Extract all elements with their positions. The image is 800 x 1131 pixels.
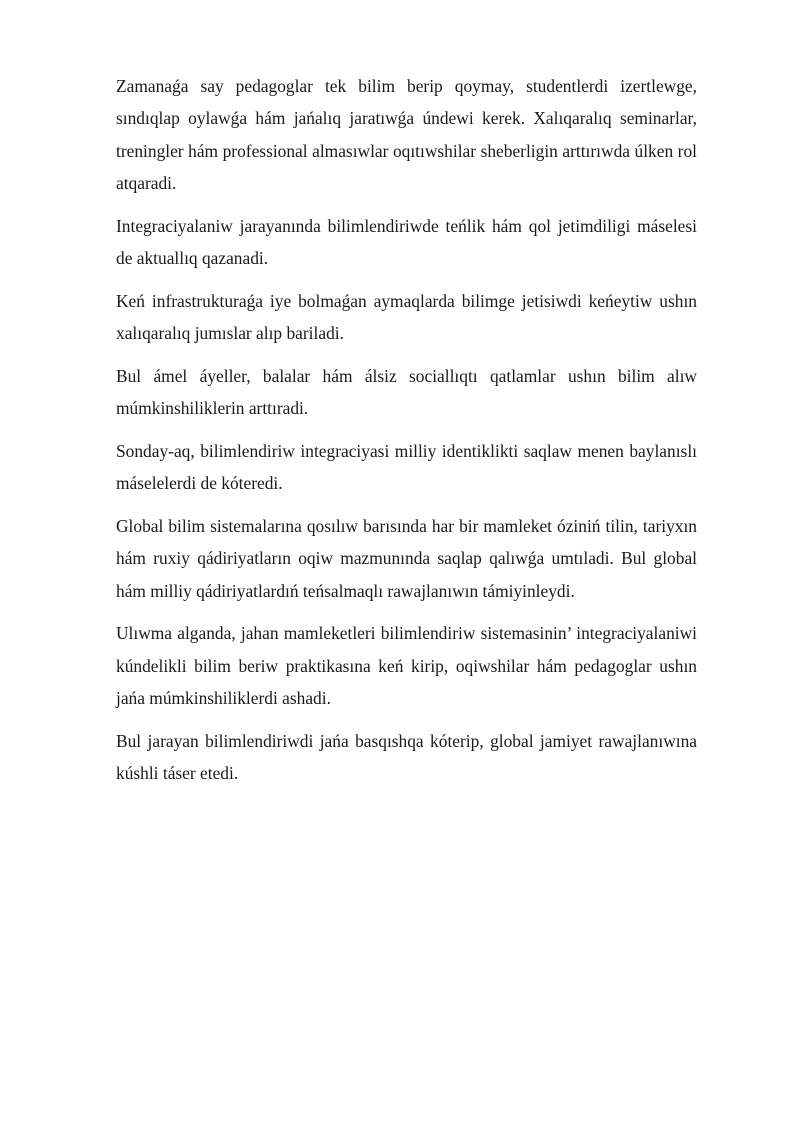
paragraph-6: Global bilim sistemalarına qosılıw barısında har bir mamleket óziniń tilin, tariyxın hám ruxiy qádiriyatların oqiw mazmunında saqlap qalıwǵa umtıladi. Bul global hám milliy qádiriyatlardıń teńsalmaqlı rawajlanıwın támiyinleydi. — [116, 516, 697, 601]
paragraph-2: Integraciyalaniw jarayanında bilimlendiriwde teńlik hám qol jetimdiligi máselesi de aktuallıq qazanadi. — [116, 215, 697, 268]
paragraph-5: Sonday-aq, bilimlendiriw integraciyasi milliy identiklikti saqlaw menen baylanıslı máselelerdi de kóteredi. — [116, 440, 697, 494]
paragraph-8: Bul jarayan bilimlendiriwdi jańa basqıshqa kóterip, global jamiyet rawajlanıwına kúshli táser etedi. — [116, 730, 697, 784]
paragraph-7: Ulıwma alganda, jahan mamleketleri bilimlendiriw sistemasinin’ integraciyalaniwi kúndelikli bilim beriw praktikasına keń kirip, oqiwshilar hám pedagoglar ushın jańa múmkinshiliklerdi ashadi. — [116, 623, 697, 709]
paragraph-4: Bul ámel áyeller, balalar hám álsiz sociallıqtı qatlamlar ushın bilim alıw múmkinshiliklerin arttıradi. — [116, 365, 697, 419]
paragraph-3: Keń infrastrukturaǵa iye bolmaǵan aymaqlarda bilimge jetisiwdi keńeytiw ushın xalıqaralıq jumıslar alıp bariladi. — [116, 290, 697, 344]
document-body — [116, 70, 697, 800]
paragraph-1: Zamanaǵa say pedagoglar tek bilim berip qoymay, studentlerdi izertlewge, sındıqlap oylawǵa hám jańalıq jaratıwǵa úndewi kerek. Xalıqaralıq seminarlar, treningler hám professional almasıwlar oqıtıwshilar sheberligin arttırıwda úlken rol atqaradi. — [116, 76, 697, 193]
